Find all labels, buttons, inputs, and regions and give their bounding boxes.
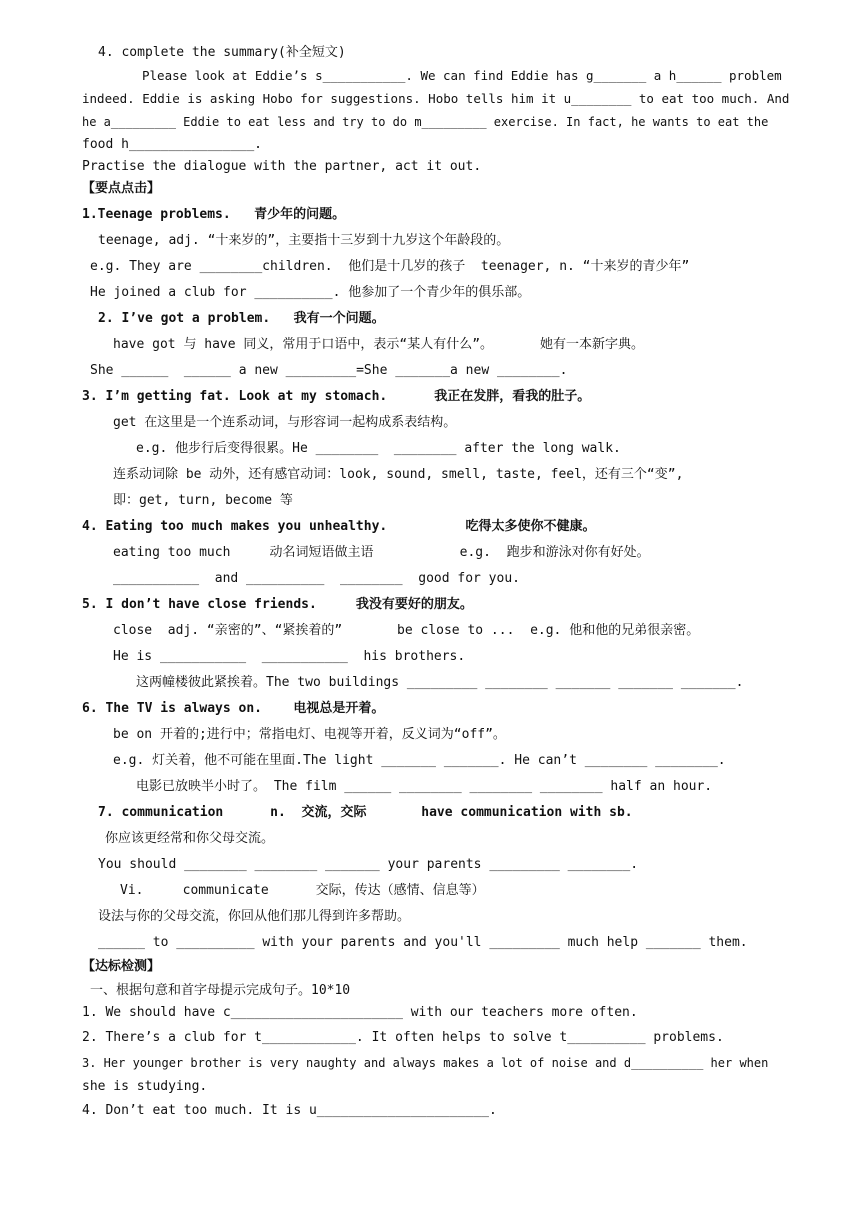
point-6-line-2: e.g. 灯关着，他不可能在里面.The light _______ _______. He can’t ________ ________. — [113, 753, 726, 768]
point-3-title: 3. I’m getting fat. Look at my stomach. 我正在发胖，看我的肚子。 — [82, 389, 591, 404]
point-3-line-3: 连系动词除 be 动外，还有感官动词：look, sound, smell, taste, feel，还有三个“变”, — [113, 467, 684, 482]
test-section-1-title: 一、根据句意和首字母提示完成句子。10*10 — [90, 983, 351, 998]
test-question-1: 1. We should have c______________________ with our teachers more often. — [82, 1005, 638, 1020]
point-4-line-2: ___________ and __________ ________ good for you. — [113, 571, 520, 586]
key-points-heading: 【要点点击】 — [82, 181, 161, 196]
summary-line-1: Please look at Eddie’s s___________. We can find Eddie has g_______ a h______ problem — [142, 68, 782, 83]
summary-line-3: he a_________ Eddie to eat less and try to do m_________ exercise. In fact, he wants to eat the — [82, 115, 769, 129]
test-question-3-line-1: 3. Her younger brother is very naughty and always makes a lot of noise and d__________ her when — [82, 1056, 769, 1070]
test-question-2: 2. There’s a club for t____________. It often helps to solve t__________ problems. — [82, 1030, 724, 1045]
point-7-line-3: Vi. communicate 交际，传达（感情、信息等） — [120, 883, 485, 898]
point-1-line-3: He joined a club for __________. 他参加了一个青少年的俱乐部。 — [90, 285, 531, 300]
point-3-line-1: get 在这里是一个连系动词，与形容词一起构成系表结构。 — [113, 415, 457, 430]
summary-title: 4. complete the summary(补全短文) — [98, 45, 346, 60]
point-4-title: 4. Eating too much makes you unhealthy. 吃得太多使你不健康。 — [82, 519, 596, 534]
point-5-title: 5. I don’t have close friends. 我没有要好的朋友。 — [82, 597, 473, 612]
point-1-title: 1.Teenage problems. 青少年的问题。 — [82, 207, 346, 222]
point-6-title: 6. The TV is always on. 电视总是开着。 — [82, 701, 385, 716]
point-7-title: 7. communication n. 交流，交际 have communication with sb. — [98, 805, 633, 820]
practise-instruction: Practise the dialogue with the partner, act it out. — [82, 159, 482, 174]
point-2-line-2: She ______ ______ a new _________=She _______a new ________. — [90, 363, 568, 378]
point-7-line-2: You should ________ ________ _______ your parents _________ ________. — [98, 857, 639, 872]
point-1-line-2: e.g. They are ________children. 他们是十几岁的孩子 teenager, n. “十来岁的青少年” — [90, 259, 690, 274]
test-heading: 【达标检测】 — [82, 959, 161, 974]
point-3-line-2: e.g. 他步行后变得很累。He ________ ________ after the long walk. — [136, 441, 621, 456]
test-question-4: 4. Don’t eat too much. It is u______________________. — [82, 1103, 497, 1118]
point-6-line-1: be on 开着的;进行中；常指电灯、电视等开着，反义词为“off”。 — [113, 727, 506, 742]
summary-line-4: food h________________. — [82, 137, 263, 152]
point-7-line-1: 你应该更经常和你父母交流。 — [105, 831, 275, 846]
point-5-line-3: 这两幢楼彼此紧挨着。The two buildings _________ ________ _______ _______ _______. — [136, 675, 744, 690]
point-2-title: 2. I’ve got a problem. 我有一个问题。 — [98, 311, 385, 326]
summary-line-2: indeed. Eddie is asking Hobo for suggestions. Hobo tells him it u________ to eat too much. And — [82, 91, 790, 106]
test-question-3-line-2: she is studying. — [82, 1079, 208, 1094]
point-7-line-4: 设法与你的父母交流，你回从他们那儿得到许多帮助。 — [98, 909, 411, 924]
point-6-line-3: 电影已放映半小时了。 The film ______ ________ ________ ________ half an hour. — [136, 779, 713, 794]
point-7-line-5: ______ to __________ with your parents and you'll _________ much help _______ them. — [98, 935, 748, 950]
point-1-line-1: teenage, adj. “十来岁的”，主要指十三岁到十九岁这个年龄段的。 — [98, 233, 510, 248]
point-5-line-2: He is ___________ ___________ his brothers. — [113, 649, 466, 664]
point-2-line-1: have got 与 have 同义，常用于口语中，表示“某人有什么”。 她有一本新字典。 — [113, 337, 645, 352]
point-3-line-4: 即：get, turn, become 等 — [113, 493, 293, 508]
point-4-line-1: eating too much 动名词短语做主语 e.g. 跑步和游泳对你有好处。 — [113, 545, 650, 560]
point-5-line-1: close adj. “亲密的”、“紧挨着的” be close to ... e.g. 他和他的兄弟很亲密。 — [113, 623, 700, 638]
